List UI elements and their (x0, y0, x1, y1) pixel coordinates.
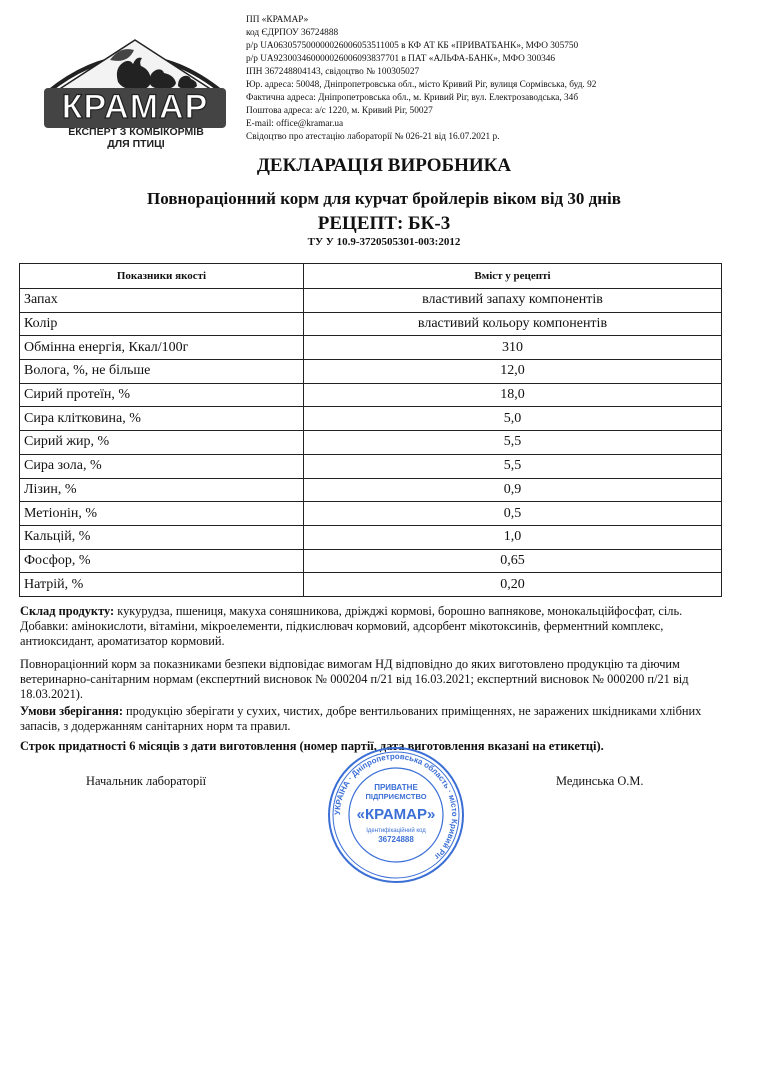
company-line: ПП «КРАМАР» (246, 15, 309, 25)
table-row (20, 431, 722, 455)
indicator-value: 0,20 (304, 573, 722, 597)
company-line: р/р UA063057500000026006053511005 в КФ АТ КБ «ПРИВАТБАНК», МФО 305750 (246, 41, 579, 51)
shelf-life: Строк придатності 6 місяців з дати виготовлення (номер партії, дата виготовлення вказані на етикетці). (20, 739, 604, 753)
stamp-outer-text: УКРАЇНА · Дніпропетровська область · місто Кривий Ріг (332, 751, 460, 862)
company-line: Поштова адреса: а/с 1220, м. Кривий Ріг, 50027 (246, 106, 433, 116)
indicator-name: Сира клітковина, % (20, 407, 304, 431)
tech-spec: ТУ У 10.9-3720505301-003:2012 (307, 236, 461, 248)
composition-text: кукурудза, пшениця, макуха соняшникова, дріжджі кормові, борошно вапнякове, монокальційфосфат, сіль. Добавки: амінокислоти, вітаміни, мікроелементи, підкислювач кормовий, адсорбент мікотоксинів, ферментний комплекс, антиоксидант, ароматизатор кормовий. (20, 604, 683, 648)
indicator-value: властивий запаху компонентів (304, 289, 722, 313)
stamp-id-code: 36724888 (378, 835, 414, 844)
table-row (20, 549, 722, 573)
company-line: E-mail: office@kramar.ua (246, 119, 344, 129)
table-row (20, 360, 722, 384)
company-line: код ЄДРПОУ 36724888 (246, 28, 339, 38)
stamp-id-label: Ідентифікаційний код (366, 828, 426, 834)
table-row (20, 525, 722, 549)
storage-label: Умови зберігання: (20, 704, 123, 718)
stamp-inner-line: ПРИВАТНЕ (374, 783, 418, 792)
indicator-name: Запах (20, 289, 304, 313)
indicator-value: 0,9 (304, 478, 722, 502)
indicator-name: Волога, %, не більше (20, 360, 304, 384)
table-row (20, 502, 722, 526)
column-header: Показники якості (20, 264, 304, 289)
composition-paragraph (20, 604, 722, 649)
safety-paragraph: Повнораціонний корм за показниками безпеки відповідає вимогам НД відповідно до яких виготовлено продукцію та діючим ветеринарно-санітарним нормам (експертний висновок № 000204 п/21 від 16.03.2021; експертний висновок № 000200 п/21 від 18.03.2021). (20, 657, 689, 701)
indicator-value: 5,0 (304, 407, 722, 431)
indicator-name: Сира зола, % (20, 454, 304, 478)
indicator-name: Сирий протеїн, % (20, 383, 304, 407)
table-row (20, 573, 722, 597)
signatory-name: Мединська О.М. (556, 774, 644, 788)
document-title: ДЕКЛАРАЦІЯ ВИРОБНИКА (256, 155, 512, 176)
table-row (20, 478, 722, 502)
indicator-value: 5,5 (304, 431, 722, 455)
storage-text: продукцію зберігати у сухих, чистих, добре вентильованих приміщеннях, не заражених шкідниками хлібних запасів, з додержанням санітарних норм та правил. (20, 704, 702, 733)
logo-wordmark: КРАМАР (61, 88, 209, 126)
indicator-name: Метіонін, % (20, 502, 304, 526)
indicator-name: Фосфор, % (20, 549, 304, 573)
indicator-value: 1,0 (304, 525, 722, 549)
company-line: Свідоцтво про атестацію лабораторії № 026-21 від 16.07.2021 р. (246, 132, 500, 142)
company-details (246, 14, 746, 144)
table-row (20, 454, 722, 478)
indicator-value: 310 (304, 336, 722, 360)
logo-subtitle: ЕКСПЕРТ З КОМБІКОРМІВ ДЛЯ ПТИЦІ (68, 126, 204, 150)
table-row (20, 336, 722, 360)
company-line: Юр. адреса: 50048, Дніпропетровська обл., місто Кривий Ріг, вулиця Сормівська, буд. 92 (246, 80, 597, 90)
table-row (20, 289, 722, 313)
signatory-position: Начальник лабораторії (86, 774, 207, 788)
column-header: Вміст у рецепті (304, 264, 722, 289)
table-row (20, 383, 722, 407)
company-line: р/р UA923003460000026006093837701 в ПАТ «АЛЬФА-БАНК», МФО 300346 (246, 54, 556, 64)
composition-label: Склад продукту: (20, 604, 115, 618)
indicator-value: 5,5 (304, 454, 722, 478)
indicator-name: Сирий жир, % (20, 431, 304, 455)
indicator-value: 18,0 (304, 383, 722, 407)
indicator-value: 0,65 (304, 549, 722, 573)
indicator-name: Обмінна енергія, Ккал/100г (20, 336, 304, 360)
table-row (20, 407, 722, 431)
company-stamp (326, 745, 466, 885)
storage-paragraph (20, 704, 722, 734)
stamp-center-text: «КРАМАР» (356, 806, 436, 823)
quality-table (19, 263, 722, 597)
indicator-value: властивий кольору компонентів (304, 312, 722, 336)
indicator-name: Кальцій, % (20, 525, 304, 549)
stamp-inner-line: ПІДПРИЄМСТВО (365, 792, 427, 801)
company-line: Фактична адреса: Дніпропетровська обл., м. Кривий Ріг, вул. Електрозаводська, 34б (246, 93, 579, 103)
product-subtitle: Повнораціонний корм для курчат бройлерів віком від 30 днів (147, 189, 621, 208)
indicator-value: 0,5 (304, 502, 722, 526)
indicator-name: Натрій, % (20, 573, 304, 597)
indicator-name: Колір (20, 312, 304, 336)
company-line: ІПН 367248804143, свідоцтво № 100305027 (246, 67, 420, 77)
indicator-name: Лізин, % (20, 478, 304, 502)
recipe-code: РЕЦЕПТ: БК-3 (317, 213, 451, 234)
indicator-value: 12,0 (304, 360, 722, 384)
table-row (20, 312, 722, 336)
table-header-row (20, 264, 722, 289)
